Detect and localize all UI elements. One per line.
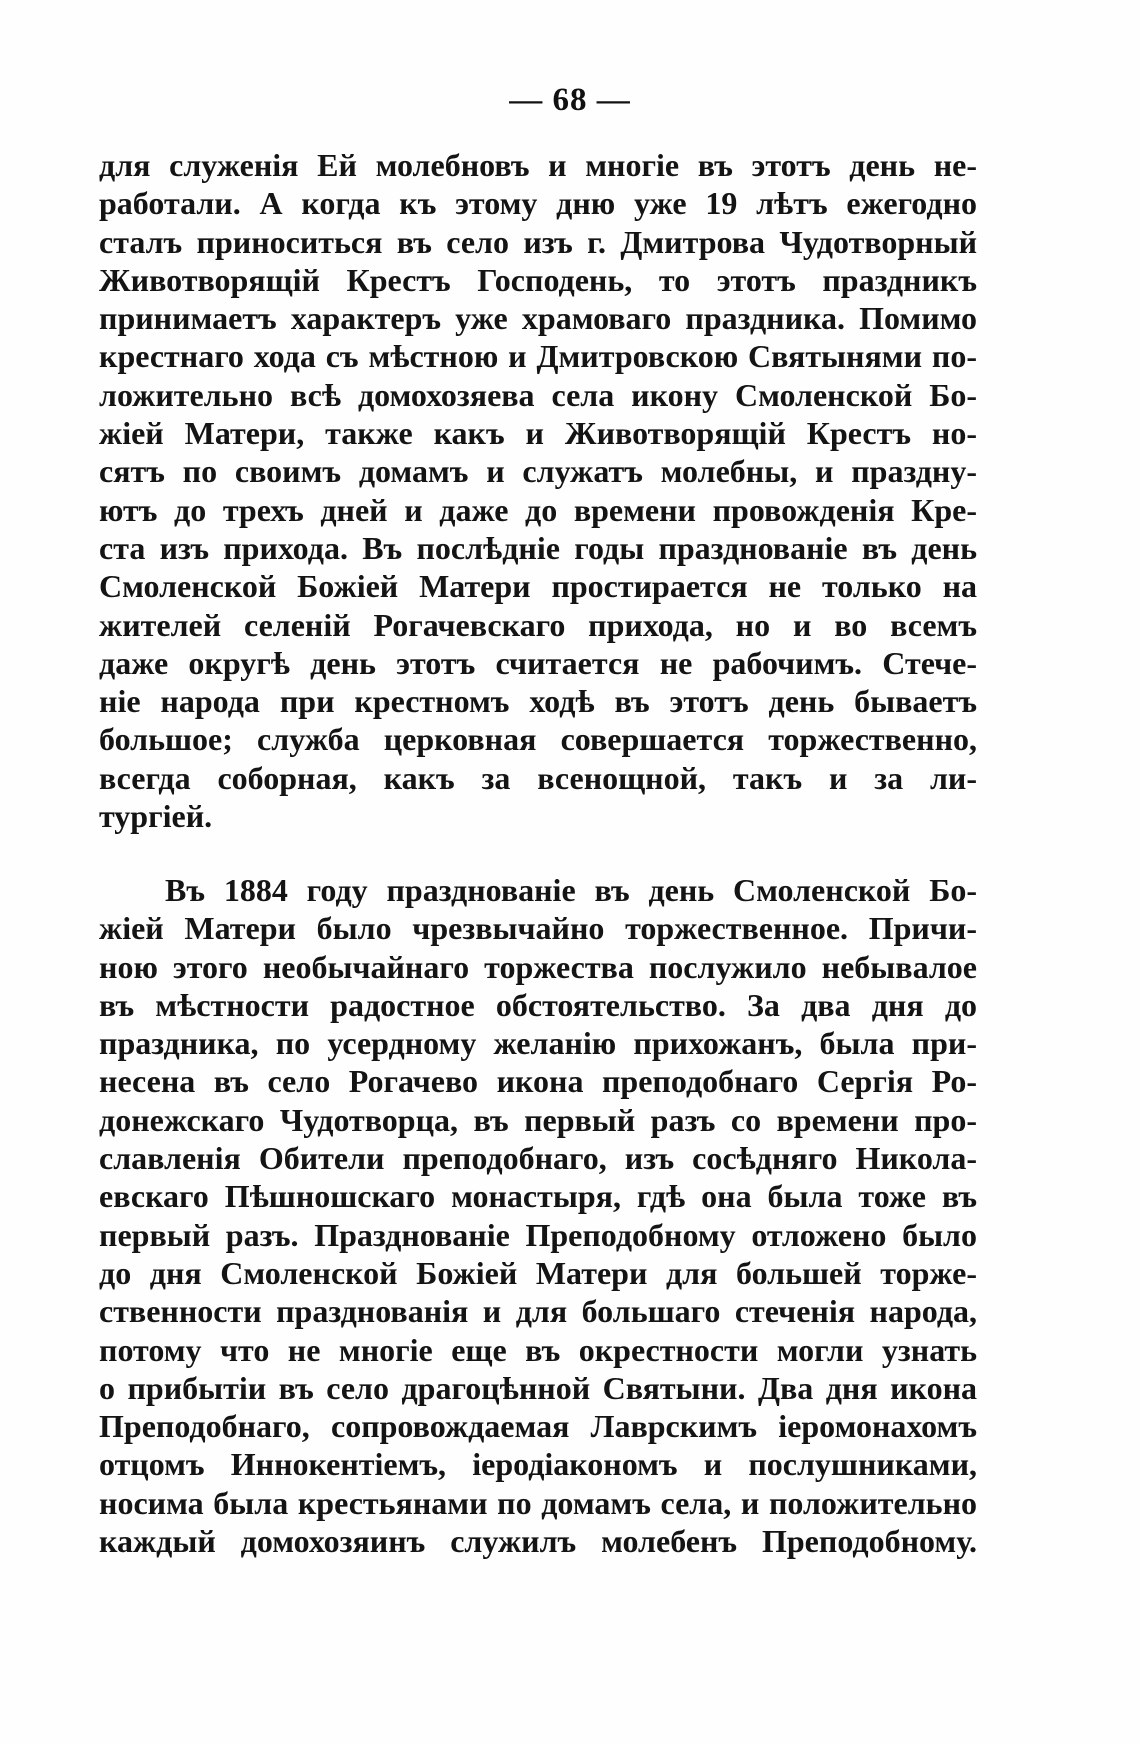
- text-line: до дня Смоленской Божіей Матери для большей торже-: [99, 1254, 977, 1291]
- text-line: ною этого необычайнаго торжества послужило небывалое: [99, 948, 977, 985]
- text-line: сятъ по своимъ домамъ и служатъ молебны, и праздну-: [99, 453, 977, 490]
- text-line: ніе народа при крестномъ ходѣ въ этотъ день бываетъ: [99, 683, 977, 720]
- text-line: ственности празднованія и для большаго стеченія народа,: [99, 1293, 977, 1330]
- text-line: носима была крестьянами по домамъ села, и положительно: [99, 1484, 977, 1521]
- text-line: даже округѣ день этотъ считается не рабочимъ. Стече-: [99, 644, 977, 681]
- text-line: отцомъ Иннокентіемъ, іеродіакономъ и послушниками,: [99, 1446, 977, 1483]
- paragraph-1: [99, 146, 977, 835]
- text-line: евскаго Пѣшношскаго монастыря, гдѣ она была тоже въ: [99, 1178, 977, 1215]
- text-line: всегда соборная, какъ за всенощной, такъ и за ли-: [99, 759, 977, 796]
- text-line: сталъ приноситься въ село изъ г. Дмитрова Чудотворный: [99, 223, 977, 260]
- text-line: Животворящій Крестъ Господень, то этотъ праздникъ: [99, 261, 977, 298]
- text-line: Смоленской Божіей Матери простирается не только на: [99, 568, 977, 605]
- text-line: жителей селеній Рогачевскаго прихода, но и во всемъ: [99, 606, 977, 643]
- text-line: каждый домохозяинъ служилъ молебенъ Преподобному.: [99, 1523, 977, 1560]
- text-line: праздника, по усердному желанію прихожанъ, была при-: [99, 1025, 977, 1062]
- text-line: крестнаго хода съ мѣстною и Дмитровскою Святынями по-: [99, 338, 977, 375]
- text-line: ютъ до трехъ дней и даже до времени провожденія Кре-: [99, 491, 977, 528]
- text-line: первый разъ. Празднованіе Преподобному отложено было: [99, 1216, 977, 1253]
- text-line: потому что не многіе еще въ окрестности могли узнать: [99, 1331, 977, 1368]
- text-line: несена въ село Рогачево икона преподобнаго Сергія Ро-: [99, 1063, 977, 1100]
- text-line: принимаетъ характеръ уже храмоваго праздника. Помимо: [99, 300, 977, 337]
- text-line: донежскаго Чудотворца, въ первый разъ со времени про-: [99, 1101, 977, 1138]
- text-line: въ мѣстности радостное обстоятельство. За два дня до: [99, 986, 977, 1023]
- text-line: работали. А когда къ этому дню уже 19 лѣтъ ежегодно: [99, 185, 977, 222]
- text-line: большое; служба церковная совершается торжественно,: [99, 721, 977, 758]
- text-line: ста изъ прихода. Въ послѣдніе годы празднованіе въ день: [99, 529, 977, 566]
- text-line: тургіей.: [99, 798, 213, 835]
- text-line: жіей Матери, также какъ и Животворящій Крестъ но-: [99, 415, 977, 452]
- page-number: — 68 —: [509, 82, 631, 118]
- text-line: для служенія Ей молебновъ и многіе въ этотъ день не-: [99, 147, 977, 183]
- text-line: Преподобнаго, сопровождаемая Лаврскимъ іеромонахомъ: [99, 1408, 977, 1445]
- paragraph-2: [99, 871, 977, 1560]
- text-line: Въ 1884 году празднованіе въ день Смоленской Бо-: [165, 872, 977, 908]
- text-line: жіей Матери было чрезвычайно торжественное. Причи-: [99, 910, 977, 947]
- text-line: славленія Обители преподобнаго, изъ сосѣдняго Никола-: [99, 1140, 977, 1177]
- text-line: о прибытіи въ село драгоцѣнной Святыни. Два дня икона: [99, 1369, 977, 1406]
- text-line: ложительно всѣ домохозяева села икону Смоленской Бо-: [99, 376, 977, 413]
